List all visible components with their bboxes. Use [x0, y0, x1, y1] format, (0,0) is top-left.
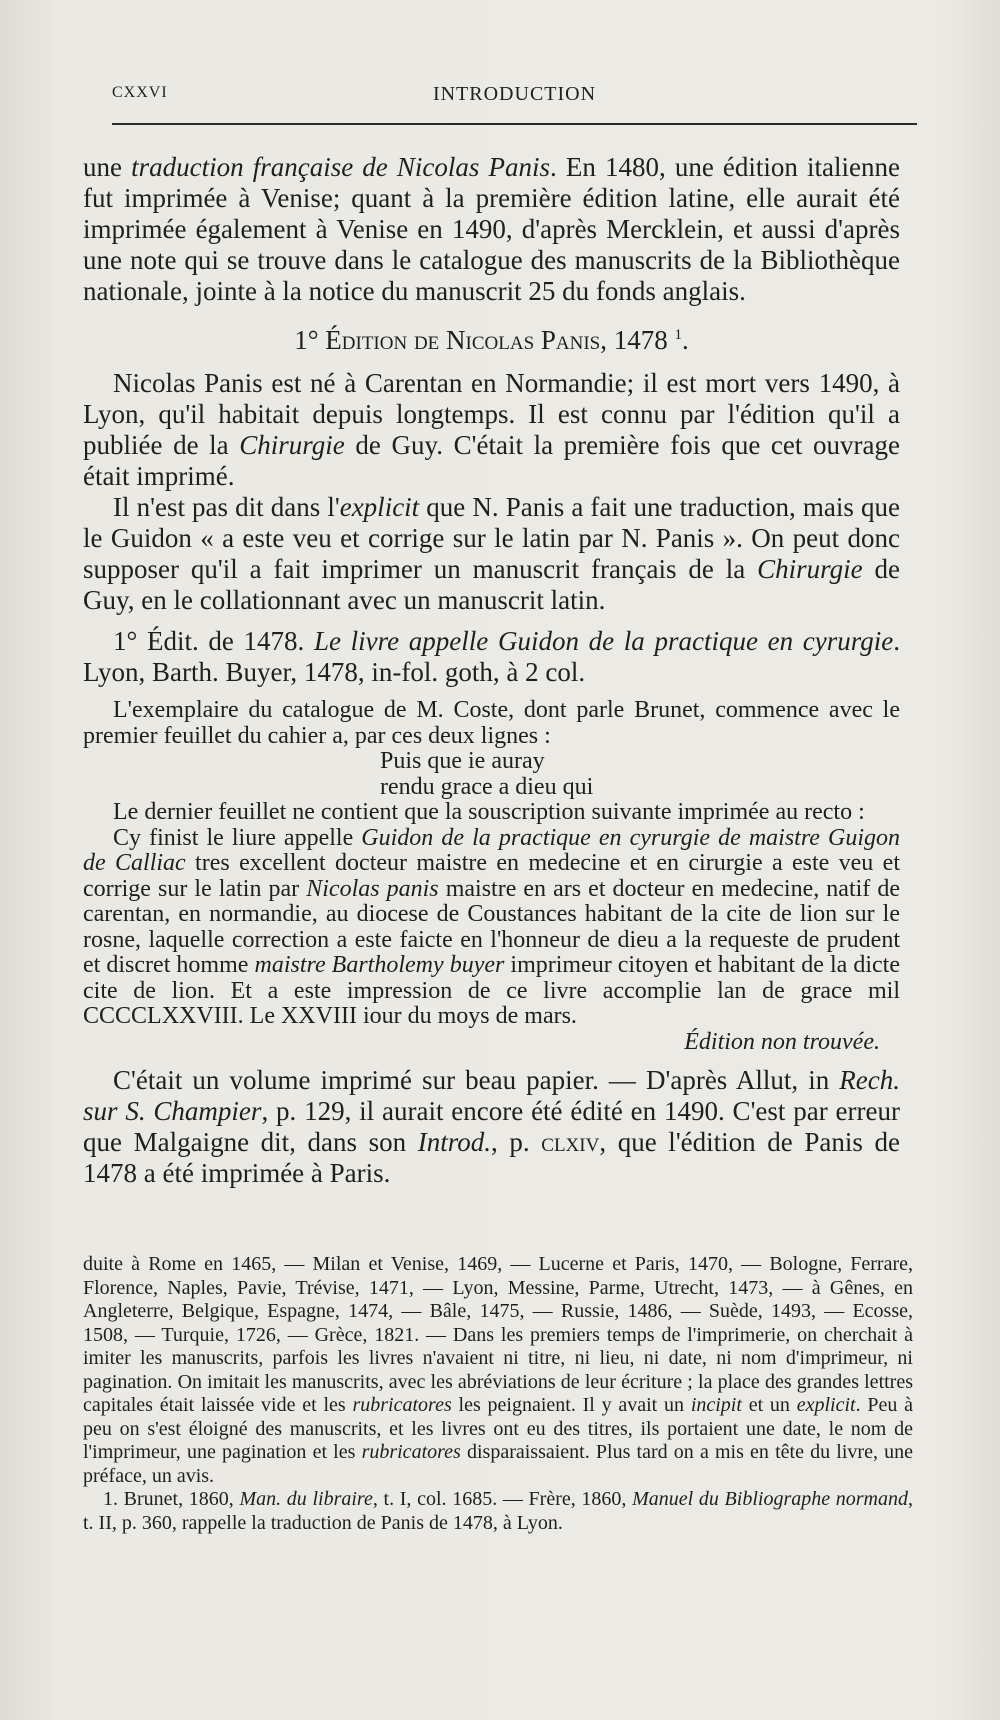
small-caps-run: clxiv	[541, 1127, 600, 1157]
italic-run: incipit	[690, 1394, 742, 1416]
spacer	[83, 1055, 900, 1065]
paragraph-7	[83, 1065, 900, 1189]
text-run: , que l'édition de Panis de 1478 a été imprimée à Paris.	[83, 1127, 900, 1188]
text-run: . Peu à peu on s'est éloigné des manuscrits, et les livres ont eu des titres, ils portaient une date, le nom de l'imprimeur, une pagination et les	[83, 1394, 914, 1463]
text-run: . En 1480, une édition italienne fut imprimée à Venise; quant à la première édition latine, elle aurait été imprimée également à Venise en 1490, d'après Mercklein, et aussi d'après une note qui se trouve dans le catalogue des manuscrits de la Bibliothèque nationale, jointe à la notice du manuscrit 25 du fonds anglais.	[83, 152, 900, 306]
section-title-text: 1° Édition de Nicolas Panis, 1478	[294, 325, 668, 355]
text-run: imprimeur citoyen et habitant de la dicte cite de lion. Et a este impression de ce livre accomplie lan de grace mil CCCCLXXVIII. Le XXVIII iour du moys de mars.	[83, 952, 900, 1029]
text-run: . Lyon, Barth. Buyer, 1478, in-fol. goth, à 2 col.	[83, 626, 900, 687]
section-title: 1° Édition de Nicolas Panis, 1478 $^1$.	[294, 325, 689, 355]
paragraph-1	[83, 368, 900, 492]
italic-run: Chirurgie	[239, 430, 345, 460]
italic-run: explicit	[339, 492, 420, 522]
text-run: Nicolas Panis est né à Carentan en Normandie; il est mort vers 1490, à Lyon, qu'il habitait depuis longtemps. Il est connu par l'édition qu'il a publiée de la	[83, 368, 900, 460]
quote-line-1: Puis que ie auray	[380, 748, 545, 774]
paragraph-2	[83, 492, 900, 616]
text-run: C'était un volume imprimé sur beau papier. — D'après Allut, in	[113, 1065, 840, 1095]
text-run: 1. Brunet, 1860,	[103, 1488, 240, 1510]
text-run: disparaissaient. Plus tard on a mis en tête du livre, une préface, un avis.	[83, 1441, 913, 1487]
text-run: que N. Panis a fait une traduction, mais que le Guidon « a este veu et corrige sur le latin par N. Panis ». On peut donc supposer qu'il a fait imprimer un manuscrit français de la	[83, 492, 900, 584]
text-run: et un	[741, 1394, 797, 1416]
italic-run: Chirurgie	[757, 554, 863, 584]
footnotes	[83, 1253, 913, 1535]
text-run: , t. II, p. 360, rappelle la traduction de Panis de 1478, à Lyon.	[83, 1488, 914, 1534]
text-run: Il n'est pas dit dans l'	[113, 492, 340, 522]
italic-run: maistre Bartholemy buyer	[254, 952, 505, 978]
running-title: INTRODUCTION	[432, 83, 597, 105]
text-run: , t. I, col. 1685. — Frère, 1860,	[372, 1488, 633, 1510]
small-text-block	[83, 698, 900, 1055]
paragraph-intro	[83, 152, 900, 307]
paragraph-5: Le dernier feuillet ne contient que la souscription suivante imprimée au recto :	[113, 799, 865, 825]
italic-run: Le livre appelle Guidon de la practique en cyrurgie	[313, 626, 894, 656]
italic-run: Guidon de la practique en cyrurgie de maistre Guigon de Calliac	[83, 824, 900, 876]
text-run: de Guy, en le collationnant avec un manuscrit latin.	[83, 554, 901, 615]
main-text	[83, 152, 900, 1189]
italic-run: rubricatores	[361, 1441, 461, 1463]
italic-run: Rech. sur S. Champier	[83, 1065, 900, 1126]
text-run: 1° Édit. de 1478.	[113, 626, 314, 656]
text-run: , p. 129, il aurait encore été édité en 1490. C'est par erreur que Malgaigne dit, dans son	[83, 1096, 901, 1157]
text-run: maistre en ars et docteur en medecine, natif de carentan, en normandie, au diocese de Coustances habitant de la cite de lion sur le rosne, laquelle correction a este faicte en l'honneur de dieu a la requeste de prudent et discret homme	[83, 875, 900, 978]
italic-run: Nicolas panis	[306, 875, 439, 902]
text-run: , p.	[491, 1127, 542, 1157]
italic-run: Édition non trouvée.	[684, 1028, 880, 1055]
text-run: les peignaient. Il y avait un	[451, 1394, 691, 1416]
folio-number: CXXVI	[112, 84, 168, 101]
italic-run: explicit	[796, 1394, 856, 1416]
text-run: de Guy. C'était la première fois que cet ouvrage était imprimé.	[83, 430, 900, 491]
text-run: une	[83, 152, 132, 182]
italic-run: Introd.	[417, 1127, 492, 1157]
paragraph-3	[83, 626, 900, 688]
text-run: Cy finist le liure appelle	[113, 824, 362, 851]
footnote-mark: 1	[674, 327, 682, 343]
page-header	[112, 84, 917, 114]
text-run: tres excellent docteur maistre en medecine et en cirurgie a este veu et corrige sur le latin par	[83, 850, 900, 902]
edition-not-found	[83, 1030, 900, 1056]
italic-run: rubricatores	[352, 1394, 452, 1416]
paragraph-4: L'exemplaire du catalogue de M. Coste, dont parle Brunet, commence avec le premier feuillet du cahier a, par ces deux lignes :	[83, 697, 900, 749]
spacer	[83, 616, 900, 626]
italic-run: traduction française de Nicolas Panis	[131, 152, 551, 182]
header-rule	[112, 123, 917, 125]
text-run: duite à Rome en 1465, — Milan et Venise, 1469, — Lucerne et Paris, 1470, — Bologne, Ferrare, Florence, Naples, Pavie, Trévise, 1471, — Lyon, Messine, Parme, Utrecht, 1473, — à Gênes, en Angleterre, Belgique, Espagne, 1474, — Bâle, 1475, — Russie, 1486, — Suède, 1493, — Ecosse, 1508, — Turquie, 1726, — Grèce, 1821. — Dans les premiers temps de l'imprimerie, on cherchait à imiter les manuscrits, parfois les livres n'avaient ni titre, ni lieu, ni date, ni nom d'imprimeur, ni pagination. On imitait les manuscrits, avec les abréviations de leur écriture ; la place des grandes lettres capitales était laissée vide et les	[83, 1253, 913, 1416]
italic-run: Manuel du Bibliographe normand	[632, 1488, 909, 1510]
italic-run: Man. du libraire	[239, 1488, 373, 1510]
footnote-1	[83, 1488, 913, 1535]
paragraph-6	[83, 826, 900, 1030]
quote-line-2: rendu grace a dieu qui	[380, 773, 594, 800]
footnote-continued	[83, 1253, 913, 1488]
